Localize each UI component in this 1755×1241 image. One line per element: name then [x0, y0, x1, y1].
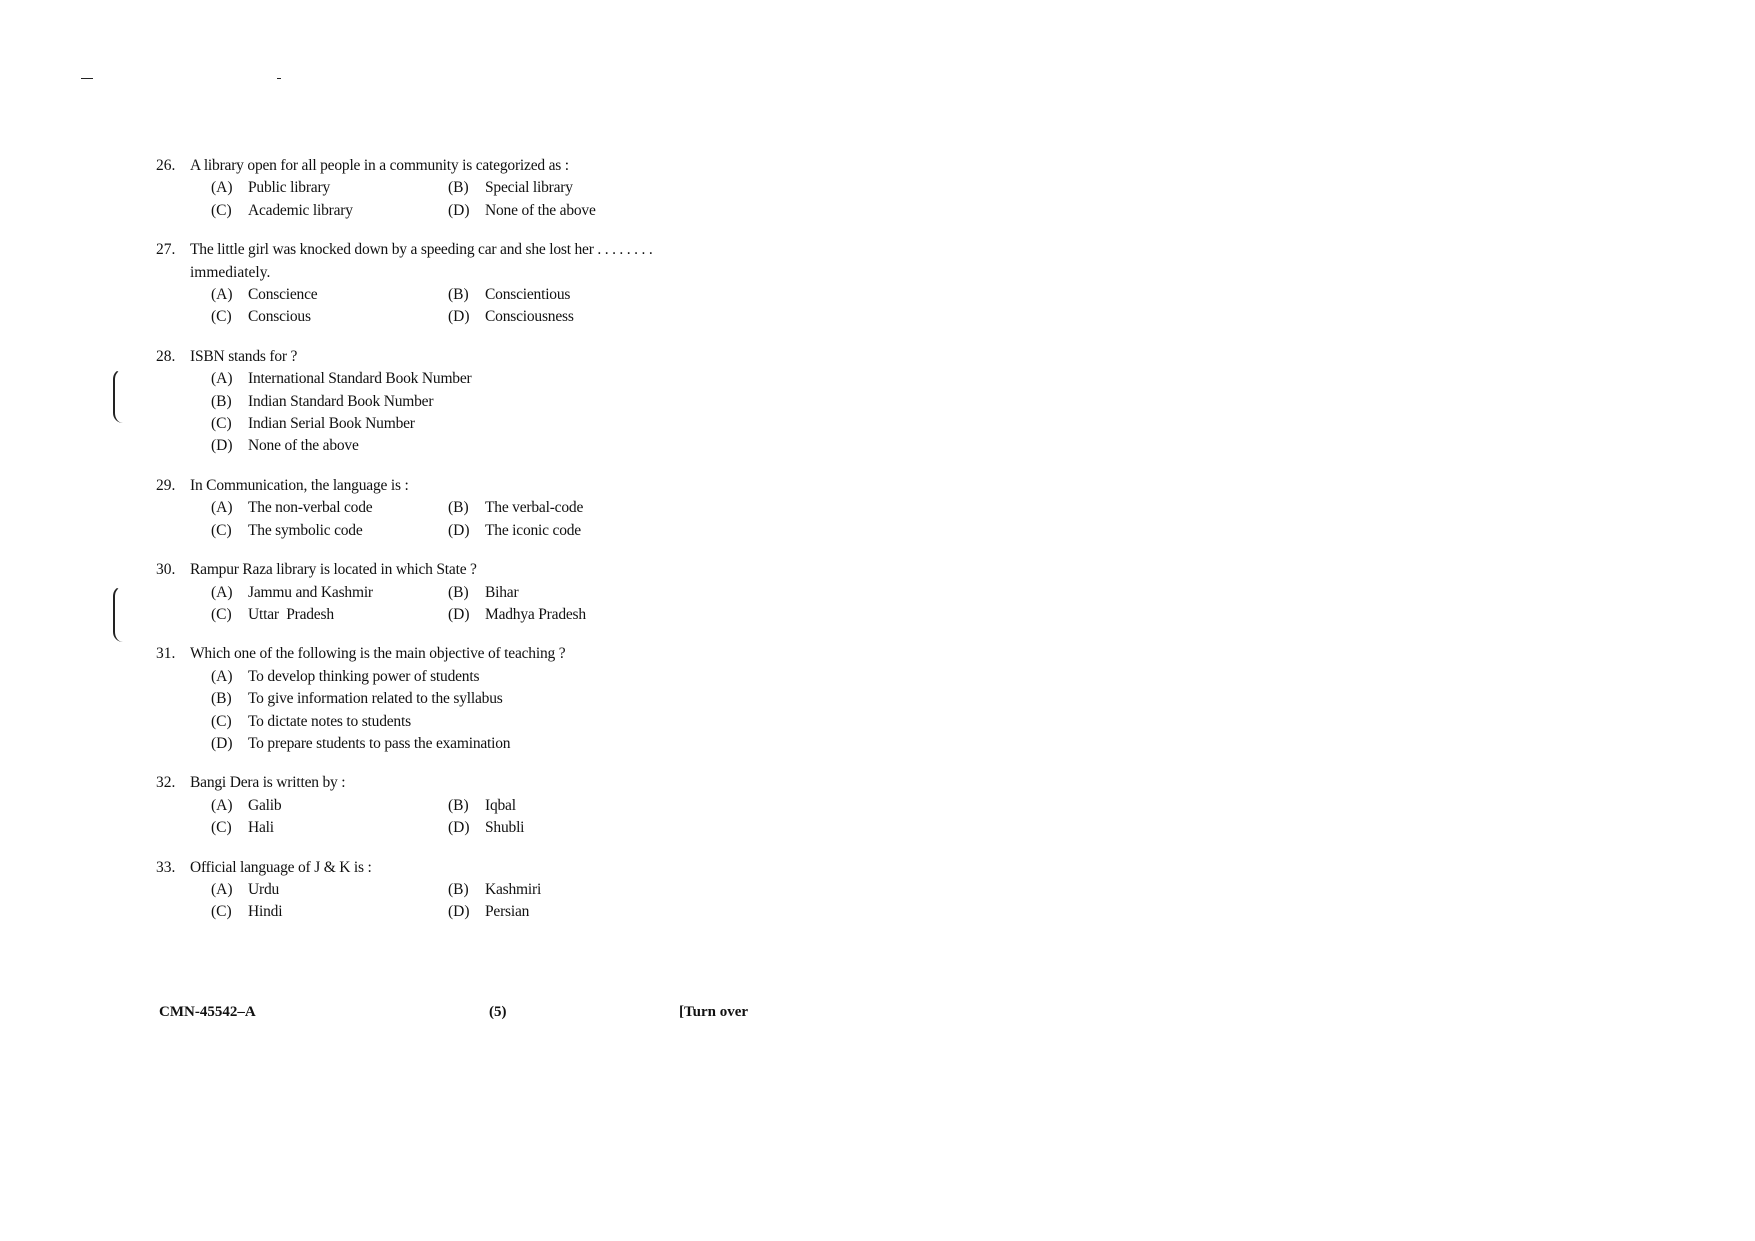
option-b: (B) Conscientious — [448, 286, 571, 304]
question-32 — [156, 772, 776, 839]
question-number: 29. — [156, 476, 176, 494]
scan-mark-dash — [81, 78, 93, 79]
options — [156, 879, 776, 924]
question-text: Bangi Dera is written by : — [190, 774, 346, 792]
option-c: (C) Uttar Pradesh — [211, 605, 334, 623]
options — [156, 795, 776, 840]
option-c: (C) Academic library — [211, 201, 353, 219]
options — [156, 666, 776, 756]
question-number: 27. — [156, 241, 176, 259]
question-28 — [156, 346, 776, 458]
option-a: (A) Jammu and Kashmir — [211, 583, 373, 601]
option-c: (C) Hali — [211, 819, 274, 837]
question-30 — [156, 559, 776, 626]
option-b: (B) Special library — [448, 179, 573, 197]
option-d: (D) None of the above — [211, 437, 359, 455]
question-29 — [156, 475, 776, 542]
option-c: (C) To dictate notes to students — [211, 712, 411, 730]
question-text: Which one of the following is the main objective of teaching ? — [190, 645, 566, 663]
option-b: (B) Indian Standard Book Number — [211, 392, 434, 410]
option-a: (A) Conscience — [211, 286, 318, 304]
option-d: (D) Shubli — [448, 819, 525, 837]
option-a: (A) To develop thinking power of students — [211, 667, 480, 685]
page-number: (5) — [489, 1004, 507, 1020]
option-c: (C) Hindi — [211, 903, 283, 921]
question-27 — [156, 239, 776, 329]
question-31 — [156, 643, 776, 755]
question-26 — [156, 155, 776, 222]
option-d: (D) None of the above — [448, 201, 596, 219]
option-d: (D) The iconic code — [448, 521, 581, 539]
option-b: (B) The verbal-code — [448, 499, 584, 517]
question-number: 28. — [156, 347, 176, 365]
option-a: (A) Public library — [211, 179, 331, 197]
option-a: (A) The non-verbal code — [211, 499, 373, 517]
option-a: (A) Urdu — [211, 880, 280, 898]
question-text: The little girl was knocked down by a speeding car and she lost her . . . . . . . . — [190, 241, 653, 259]
question-33 — [156, 857, 776, 924]
option-d: (D) Persian — [448, 903, 530, 921]
option-a: (A) Galib — [211, 796, 282, 814]
question-text: In Communication, the language is : — [190, 476, 409, 494]
option-a: (A) International Standard Book Number — [211, 370, 472, 388]
options — [156, 582, 776, 627]
option-c: (C) Indian Serial Book Number — [211, 415, 415, 433]
question-number: 26. — [156, 157, 176, 174]
question-number: 32. — [156, 774, 176, 792]
scan-mark-dot — [277, 78, 281, 79]
question-text-continuation: immediately. — [190, 263, 271, 281]
option-d: (D) Consciousness — [448, 308, 574, 326]
question-number: 33. — [156, 858, 176, 876]
option-b: (B) To give information related to the syllabus — [211, 690, 503, 708]
option-b: (B) Kashmiri — [448, 880, 542, 898]
options — [156, 284, 776, 329]
turn-over-note: [Turn over — [679, 1004, 749, 1020]
question-text: Official language of J & K is : — [190, 858, 372, 876]
question-number: 31. — [156, 645, 176, 663]
options — [156, 368, 776, 458]
options — [156, 497, 776, 542]
question-text: A library open for all people in a community is categorized as : — [190, 157, 569, 174]
margin-bracket-2 — [113, 586, 123, 642]
option-b: (B) Bihar — [448, 583, 519, 601]
option-d: (D) Madhya Pradesh — [448, 605, 586, 623]
option-c: (C) Conscious — [211, 308, 311, 326]
page-footer — [159, 1004, 759, 1026]
question-number: 30. — [156, 561, 176, 579]
question-list — [156, 155, 776, 941]
option-b: (B) Iqbal — [448, 796, 516, 814]
question-text: ISBN stands for ? — [190, 347, 298, 365]
margin-bracket-1 — [113, 369, 123, 423]
paper-code: CMN-45542–A — [159, 1004, 256, 1020]
option-d: (D) To prepare students to pass the examination — [211, 734, 511, 752]
option-c: (C) The symbolic code — [211, 521, 363, 539]
question-text: Rampur Raza library is located in which State ? — [190, 561, 477, 579]
options — [156, 177, 776, 222]
